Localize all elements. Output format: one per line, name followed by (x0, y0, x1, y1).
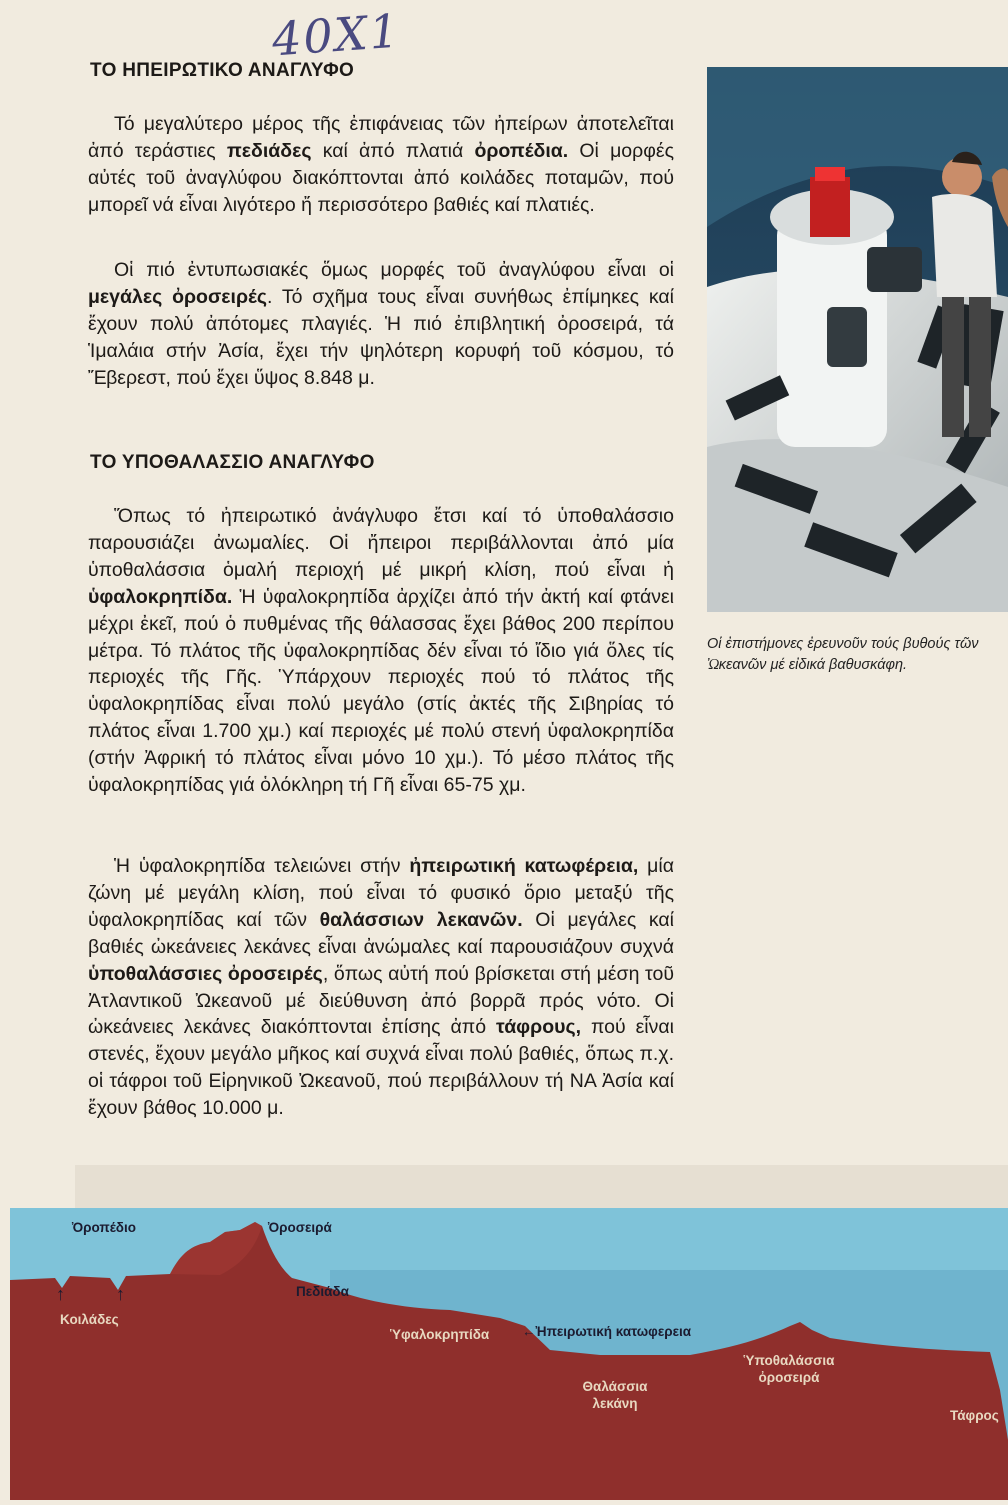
bathyscaphe-illustration (707, 67, 1008, 612)
term-mountain-ranges: μεγάλες ὀροσειρές (88, 285, 267, 308)
term-continental-shelf: ὑφαλοκρηπίδα. (88, 585, 233, 608)
text-run: Ὅπως τό ἠπειρωτικό ἀνάγλυφο ἔτσι καί τό ὑποθαλάσσιο παρουσιάζει ἀνωμαλίες. Οἱ ἤπειροι περιβάλλονται ἀπό μία ὑποθαλάσσια ὁμαλή περιοχή μέ μικρή κλίση, πού εἶναι ἡ (88, 505, 674, 581)
text-run: , ὅπως αὐτή πού βρίσκεται στή μέση τοῦ Ἀτλαντικοῦ Ὠκεανοῦ μέ διεύθυνση ἀπό βορρᾶ πρός νότο. Οἱ ὠκεάνειες λεκάνες διακόπτονται ἐπίσης ἀπό (88, 962, 674, 1039)
label-plateau: Ὀροπέδιο (72, 1220, 136, 1235)
label-continental-slope: ←Ἠπειρωτική κατωφερεια (522, 1324, 692, 1339)
relief-profile (0, 1150, 1008, 1500)
label-valleys: Κοιλάδες (60, 1312, 119, 1327)
term-undersea-ranges: ὑποθαλάσσιες ὀροσειρές (88, 962, 323, 985)
section-heading-continental-relief: ΤΟ ΗΠΕΙΡΩΤΙΚΟ ΑΝΑΓΛΥΦΟ (90, 60, 355, 81)
paragraph-continental-1 (88, 111, 674, 219)
arrow-up-icon: ↑ (56, 1284, 65, 1304)
text-run: Τό μεγαλύτερο μέρος τῆς ἐπιφάνειας τῶν ἠπείρων ἀποτελεῖται ἀπό τεράστιες (88, 113, 674, 162)
term-ocean-basins: θαλάσσιων λεκανῶν. (319, 908, 523, 931)
handwritten-page-mark: 40Χ1 (270, 3, 403, 67)
term-trenches: τάφρους, (496, 1016, 582, 1039)
term-plateaus: ὀροπέδια. (474, 139, 569, 162)
paragraph-continental-2 (88, 257, 674, 392)
text-run: πού εἶναι στενές, ἔχουν μεγάλο μῆκος καί συχνά εἶναι πολύ βαθιές, ὅπως π.χ. οἱ τάφροι τοῦ Εἰρηνικοῦ Ὠκεανοῦ, πού περιβάλλουν τή ΝΑ Ἀσία καί ἔχουν βάθος 10.000 μ. (88, 1016, 674, 1120)
label-trench: Τάφρος (950, 1408, 999, 1423)
text-run: Ἡ ὑφαλοκρηπίδα ἀρχίζει ἀπό τήν ἀκτή καί φτάνει μέχρι ἐκεῖ, πού ὁ πυθμένας τῆς θάλασσας ἔχει βάθος 200 περίπου μέτρα. Τό πλάτος τῆς ὑφαλοκρηπίδας δέν εἶναι τό ἴδιο γιά ὅλες τίς περιοχές τῆς Γῆς. Ὑπάρχουν περιοχές πού τό πλάτος τῆς ὑφαλοκρηπίδας εἶναι πολύ μεγάλο (στίς ἀκτές τῆς Σιβηρίας τό πλάτος εἶναι 1.700 χμ.) καί περιοχές μέ πολύ στενή ὑφαλοκρηπίδα (στήν Ἀφρική τό πλάτος εἶναι μόνο 10 χμ.). Τό μέσο πλάτος τῆς ὑφαλοκρηπίδας γιά ὁλόκληρη τή Γῆ εἶναι 65-75 χμ. (88, 585, 674, 797)
label-plain: Πεδιάδα (296, 1284, 349, 1299)
paragraph-undersea-1 (88, 503, 674, 799)
bathyscaphe-photo (707, 67, 1008, 612)
term-continental-slope: ἠπειρωτική κατωφέρεια, (409, 855, 639, 877)
label-ocean-basin: Θαλάσσια λεκάνη (582, 1379, 648, 1411)
text-run: . Τό σχῆμα τους εἶναι συνήθως ἐπίμηκες καί ἔχουν πολύ ἀπότομες πλαγιές. Ἡ πιό ἐπιβλητική ὀροσειρά, τά Ἱμαλάια στήν Ἀσία, ἔχει τήν ψηλότερη κορυφή τοῦ κόσμου, τό Ἔβερεστ, πού ἔχει ὕψος 8.848 μ. (88, 285, 674, 389)
text-run: μία ζώνη μέ μεγάλη κλίση, πού εἶναι τό φυσικό ὅριο μεταξύ τῆς ὑφαλοκρηπίδας καί τῶν (88, 855, 674, 931)
text-run: Οἱ πιό ἐντυπωσιακές ὅμως μορφές τοῦ ἀναγλύφου εἶναι οἱ (114, 259, 674, 281)
paragraph-undersea-2 (88, 853, 674, 1122)
text-run: Οἱ μορφές αὐτές τοῦ ἀναγλύφου διακόπτονται ἀπό κοιλάδες ποταμῶν, πού μπορεῖ νά εἶναι λιγότερο ἤ περισσότερο βαθιές καί πλατιές. (88, 139, 674, 216)
label-undersea-range: Ὑποθαλάσσια ὀροσειρά (743, 1353, 835, 1385)
arrow-up-icon: ↑ (116, 1284, 125, 1304)
section-heading-undersea-relief: ΤΟ ΥΠΟΘΑΛΑΣΣΙΟ ΑΝΑΓΛΥΦΟ (90, 452, 375, 473)
text-run: Οἱ μεγάλες καί βαθιές ὠκεάνειες λεκάνες εἶναι ἀνώμαλες καί παρουσιάζουν συχνά (88, 908, 674, 958)
label-mountain-range: Ὀροσειρά (268, 1220, 332, 1235)
label-continental-shelf: Ὑφαλοκρηπίδα (390, 1327, 490, 1342)
term-plains: πεδιάδες (226, 139, 312, 162)
text-run: καί ἀπό πλατιά (311, 139, 475, 162)
text-run: Ἡ ὑφαλοκρηπίδα τελειώνει στήν (114, 855, 410, 877)
photo-caption: Οἱ ἐπιστήμονες ἐρευνοῦν τούς βυθούς τῶν Ὠκεανῶν μέ εἰδικά βαθυσκάφη. (707, 636, 979, 673)
relief-cross-section-diagram (0, 1150, 1008, 1500)
